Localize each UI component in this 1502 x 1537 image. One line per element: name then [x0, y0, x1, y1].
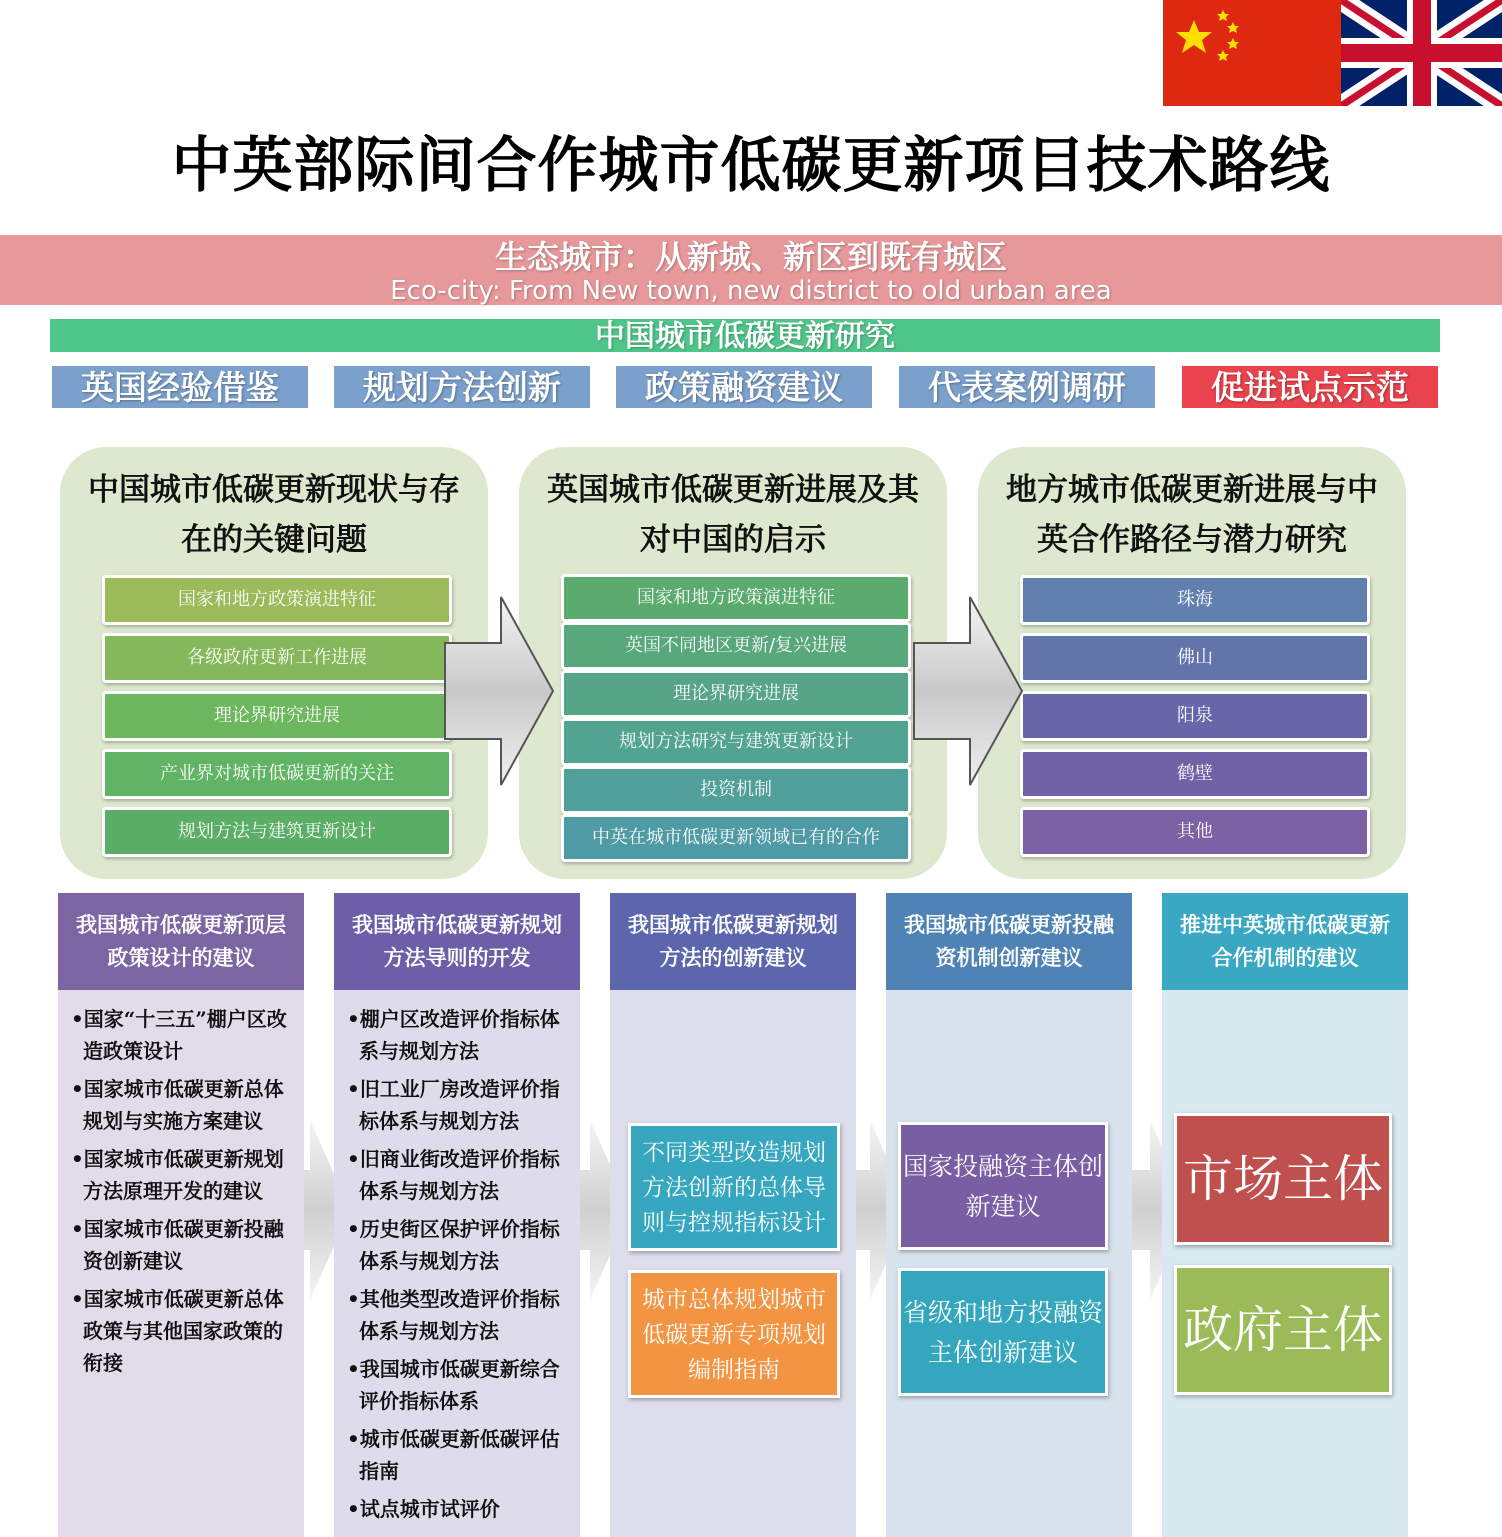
panel-uk-progress — [519, 447, 947, 879]
panel-item: 阳泉 — [1020, 691, 1370, 741]
panel-title: 中国城市低碳更新现状与存 在的关键问题 — [88, 472, 460, 558]
column-list — [347, 1003, 575, 1531]
finance-box: 国家投融资主体创新建议 — [898, 1122, 1108, 1250]
column-header: 我国城市低碳更新规划 方法导则的开发 — [334, 893, 580, 990]
panel-item: 各级政府更新工作进展 — [102, 633, 452, 683]
category-pilot-demo: 促进试点示范 — [1182, 366, 1438, 408]
column-top-policy — [58, 893, 304, 1537]
column-cooperation — [1162, 893, 1408, 1537]
list-item: •历史街区保护评价指标体系与规划方法 — [347, 1217, 560, 1273]
eco-city-banner — [0, 235, 1502, 305]
innovation-box: 城市总体规划城市低碳更新专项规划编制指南 — [628, 1270, 840, 1398]
eco-city-title-zh: 生态城市：从新城、新区到既有城区 — [494, 238, 1007, 276]
panel-title: 英国城市低碳更新进展及其 对中国的启示 — [547, 472, 919, 558]
list-item: •棚户区改造评价指标体系与规划方法 — [347, 1007, 560, 1063]
panel-item: 鹤壁 — [1020, 749, 1370, 799]
list-item: •旧商业街改造评价指标体系与规划方法 — [347, 1147, 560, 1203]
panel-title: 地方城市低碳更新进展与中 英合作路径与潜力研究 — [1006, 472, 1378, 558]
china-flag — [1163, 0, 1341, 106]
list-item: •国家城市低碳更新总体政策与其他国家政策的衔接 — [71, 1287, 284, 1375]
panel-item: 产业界对城市低碳更新的关注 — [102, 749, 452, 799]
list-item: •国家“十三五”棚户区改造政策设计 — [71, 1007, 287, 1063]
panel-item: 理论界研究进展 — [102, 691, 452, 741]
panel-item: 中英在城市低碳更新领域已有的合作 — [561, 814, 911, 862]
panel-china-status — [60, 447, 488, 879]
column-finance-mechanism — [886, 893, 1132, 1537]
list-item: •旧工业厂房改造评价指标体系与规划方法 — [347, 1077, 560, 1133]
list-item: •国家城市低碳更新投融资创新建议 — [71, 1217, 284, 1273]
list-item: •我国城市低碳更新综合评价指标体系 — [347, 1357, 560, 1413]
column-header: 我国城市低碳更新投融 资机制创新建议 — [886, 893, 1132, 990]
list-item: •其他类型改造评价指标体系与规划方法 — [347, 1287, 560, 1343]
list-item: •国家城市低碳更新规划方法原理开发的建议 — [71, 1147, 284, 1203]
panel-item: 理论界研究进展 — [561, 670, 911, 718]
category-policy-finance: 政策融资建议 — [616, 366, 872, 408]
research-banner: 中国城市低碳更新研究 — [50, 319, 1440, 352]
category-case-study: 代表案例调研 — [899, 366, 1155, 408]
government-entity-box: 政府主体 — [1174, 1265, 1392, 1395]
category-uk-experience: 英国经验借鉴 — [52, 366, 308, 408]
list-item: •国家城市低碳更新总体规划与实施方案建议 — [71, 1077, 284, 1133]
category-planning-method: 规划方法创新 — [334, 366, 590, 408]
panel-item: 英国不同地区更新/复兴进展 — [561, 622, 911, 670]
list-item: •试点城市试评价 — [347, 1497, 500, 1521]
panel-item: 珠海 — [1020, 575, 1370, 625]
innovation-box: 不同类型改造规划方法创新的总体导则与控规指标设计 — [628, 1123, 840, 1251]
panel-item: 国家和地方政策演进特征 — [561, 574, 911, 622]
uk-flag — [1341, 0, 1502, 106]
panel-item: 投资机制 — [561, 766, 911, 814]
panel-item: 国家和地方政策演进特征 — [102, 575, 452, 625]
column-header: 我国城市低碳更新规划 方法的创新建议 — [610, 893, 856, 990]
column-list — [71, 1003, 299, 1385]
market-entity-box: 市场主体 — [1174, 1113, 1392, 1245]
column-planning-guideline — [334, 893, 580, 1537]
finance-box: 省级和地方投融资主体创新建议 — [898, 1268, 1108, 1396]
eco-city-title-en: Eco-city: From New town, new district to old urban area — [390, 276, 1112, 306]
arrow-right-icon — [912, 595, 1024, 787]
panel-item: 其他 — [1020, 807, 1370, 857]
panel-item: 佛山 — [1020, 633, 1370, 683]
page-title: 中英部际间合作城市低碳更新项目技术路线 — [171, 131, 1331, 201]
column-header: 推进中英城市低碳更新 合作机制的建议 — [1162, 893, 1408, 990]
panel-item: 规划方法研究与建筑更新设计 — [561, 718, 911, 766]
column-planning-innovation — [610, 893, 856, 1537]
panel-item: 规划方法与建筑更新设计 — [102, 807, 452, 857]
arrow-right-icon — [443, 595, 555, 787]
panel-local-cities — [978, 447, 1406, 879]
list-item: •城市低碳更新低碳评估指南 — [347, 1427, 560, 1483]
column-header: 我国城市低碳更新顶层 政策设计的建议 — [58, 893, 304, 990]
